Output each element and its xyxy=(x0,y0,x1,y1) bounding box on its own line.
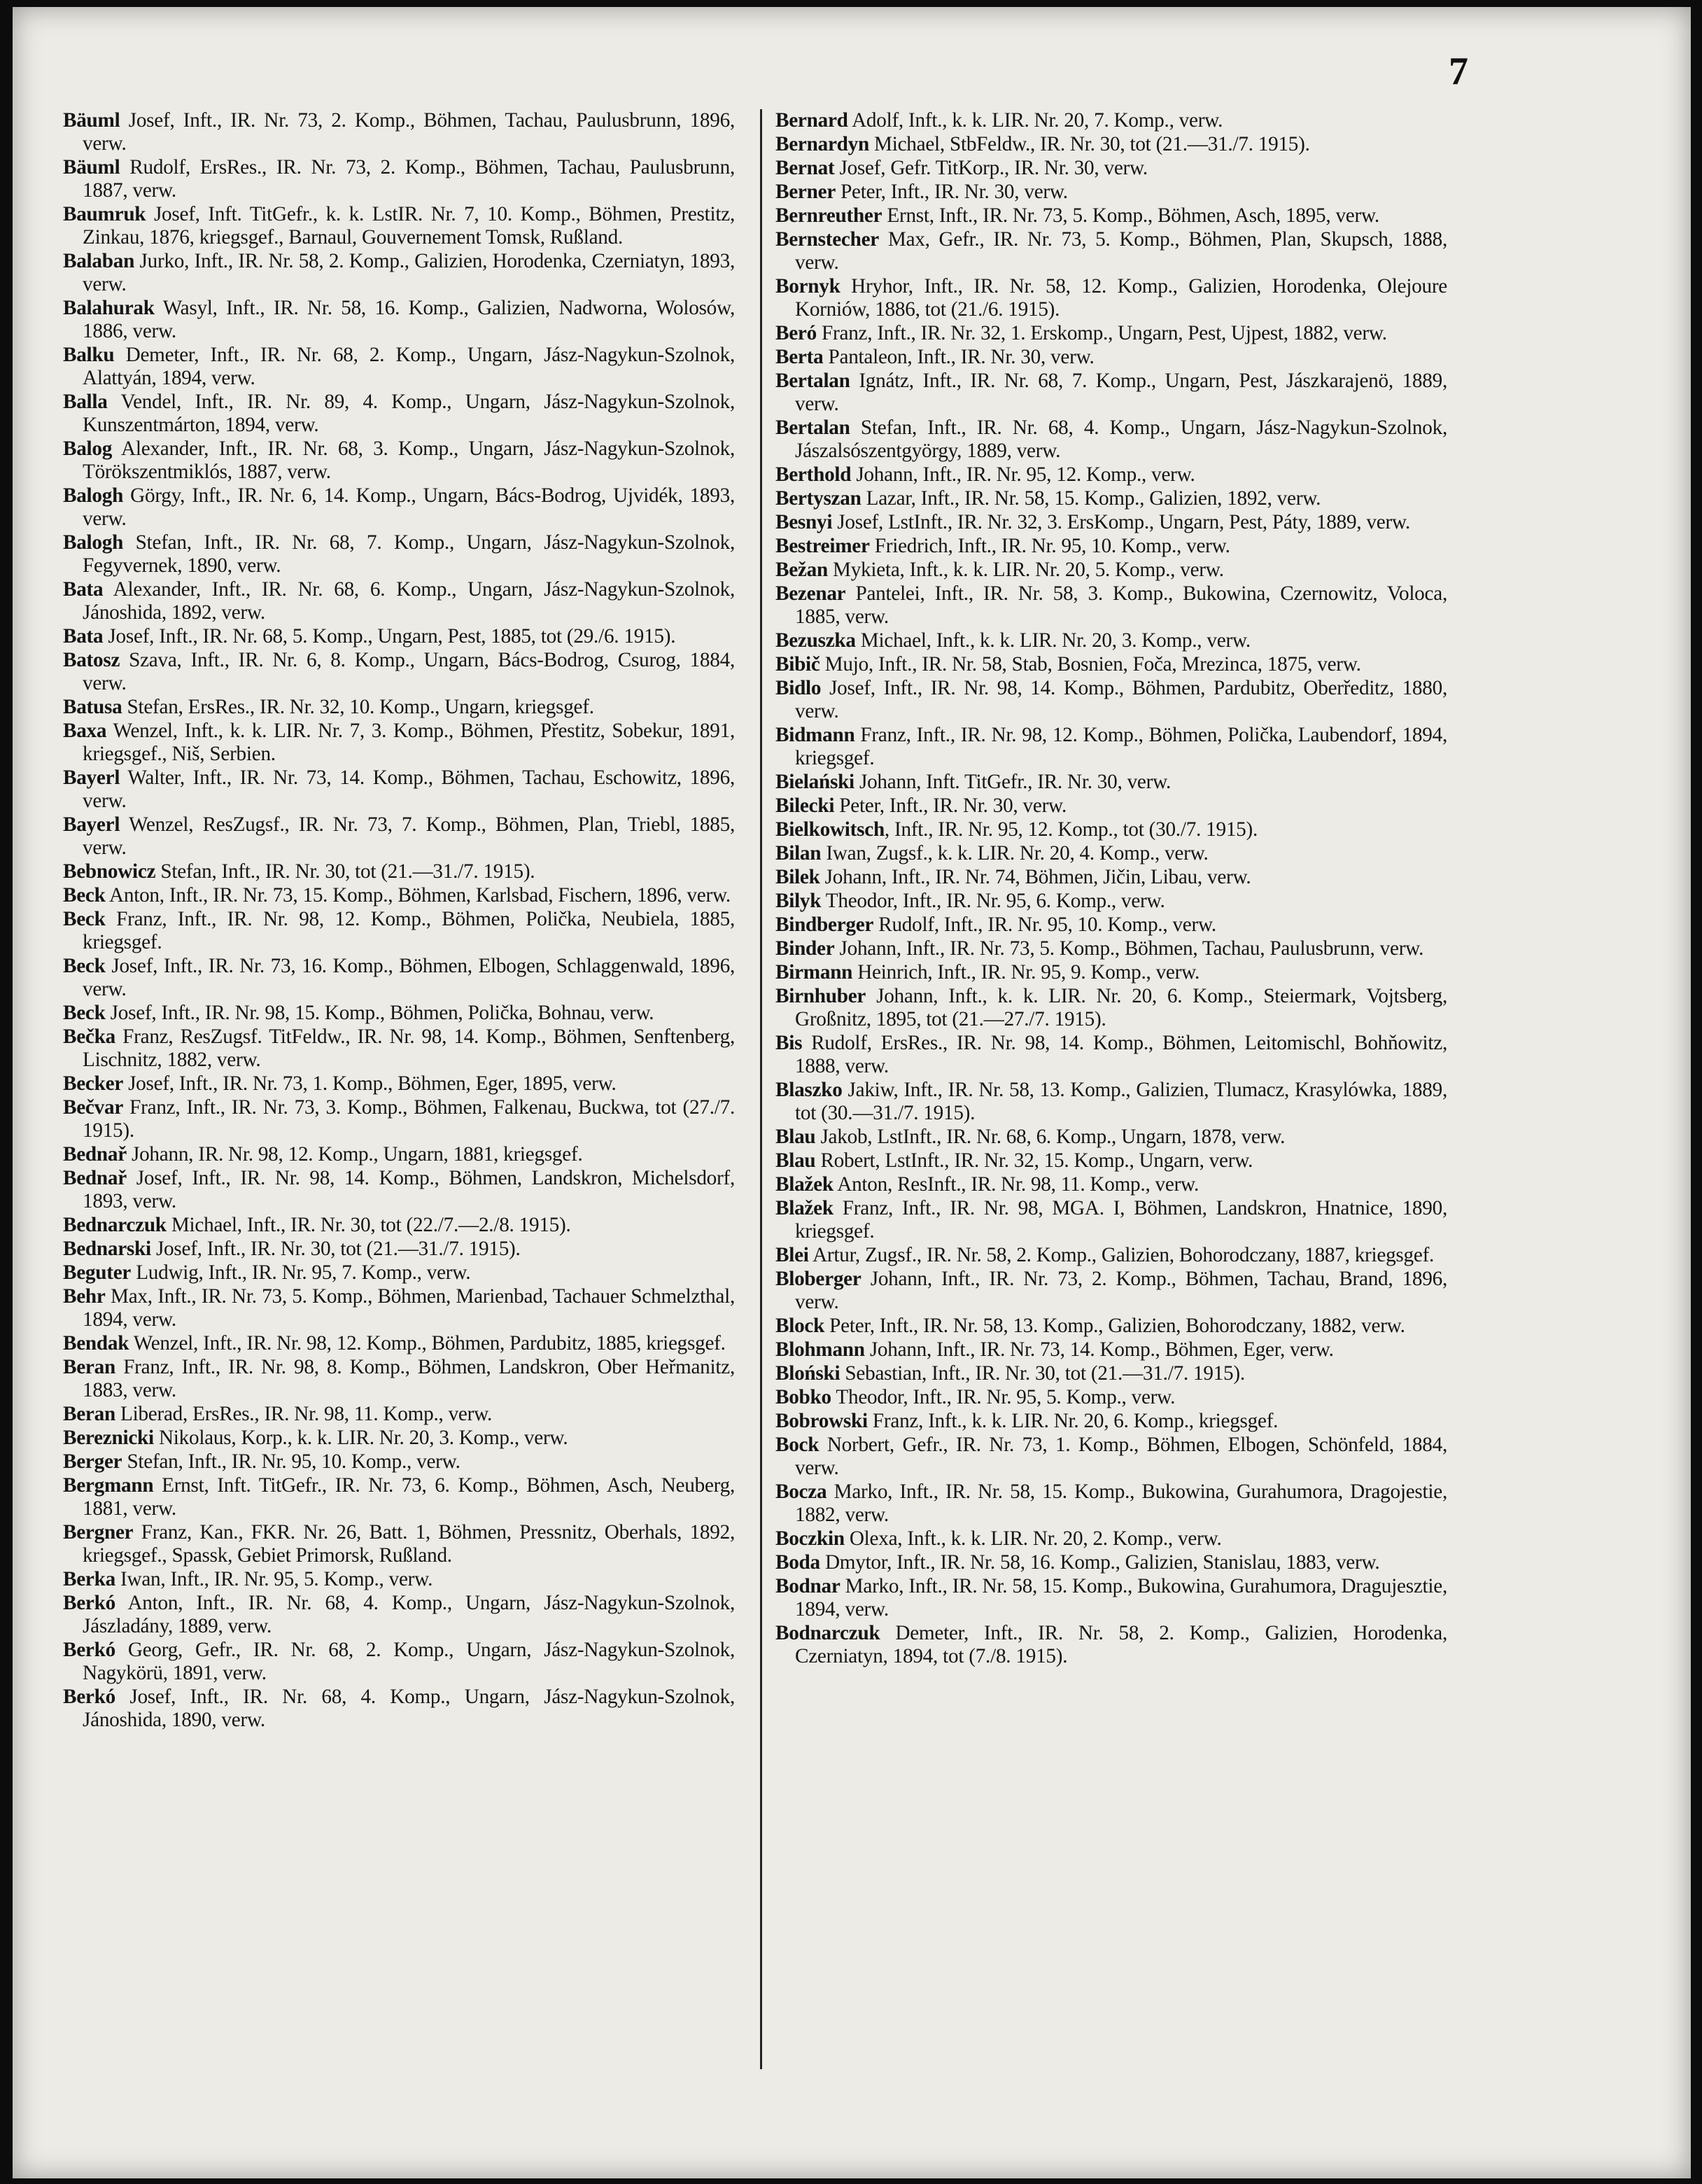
entry-details: , Inft., IR. Nr. 95, 12. Komp., tot (30./7. 1915). xyxy=(884,818,1258,841)
entry-details: Heinrich, Inft., IR. Nr. 95, 9. Komp., verw. xyxy=(852,961,1200,983)
entry-details: Stefan, Inft., IR. Nr. 30, tot (21.—31./7. 1915). xyxy=(155,860,535,883)
surname: Balog xyxy=(63,438,113,460)
entry-details: Iwan, Zugsf., k. k. LIR. Nr. 20, 4. Komp., verw. xyxy=(821,842,1209,864)
surname: Berka xyxy=(63,1568,115,1590)
list-item xyxy=(775,1315,1447,1338)
surname: Bobko xyxy=(775,1386,831,1408)
surname: Bendak xyxy=(63,1332,129,1354)
entry-details: Wenzel, Inft., k. k. LIR. Nr. 7, 3. Komp., Böhmen, Přestitz, Sobekur, 1891, kriegsgef., Niš, Serbien. xyxy=(83,720,735,765)
list-item xyxy=(63,1332,735,1355)
list-item xyxy=(63,250,735,296)
surname: Birnhuber xyxy=(775,985,866,1007)
list-item xyxy=(63,1427,735,1450)
surname: Berthold xyxy=(775,463,852,486)
surname: Bayerl xyxy=(63,766,120,789)
surname: Balaban xyxy=(63,250,135,272)
list-item xyxy=(63,766,735,813)
entry-details: Ernst, Inft., IR. Nr. 73, 5. Komp., Böhmen, Asch, 1895, verw. xyxy=(882,204,1379,227)
entry-details: Pantelei, Inft., IR. Nr. 58, 3. Komp., Bukowina, Czernowitz, Voloca, 1885, verw. xyxy=(795,582,1447,628)
entry-details: Johann, Inft., IR. Nr. 95, 12. Komp., verw. xyxy=(851,463,1195,486)
list-item xyxy=(775,866,1447,889)
list-item xyxy=(775,133,1447,156)
list-item xyxy=(775,1386,1447,1409)
list-item xyxy=(775,842,1447,865)
surname: Balogh xyxy=(63,484,124,507)
list-item xyxy=(775,653,1447,676)
surname: Bielkowitsch xyxy=(775,818,885,841)
list-item xyxy=(775,1079,1447,1125)
list-item xyxy=(775,794,1447,818)
list-item xyxy=(63,1026,735,1072)
surname: Berta xyxy=(775,346,824,368)
list-item xyxy=(63,391,735,437)
surname: Blohmann xyxy=(775,1338,865,1361)
entry-details: Franz, Inft., IR. Nr. 73, 3. Komp., Böhmen, Falkenau, Buckwa, tot (27./7. 1915). xyxy=(83,1096,735,1142)
entry-details: Jakob, LstInft., IR. Nr. 68, 6. Komp., Ungarn, 1878, verw. xyxy=(815,1126,1286,1148)
surname: Bergmann xyxy=(63,1474,154,1497)
list-item xyxy=(63,1261,735,1284)
entry-details: Hryhor, Inft., IR. Nr. 58, 12. Komp., Galizien, Horodenka, Olejoure Korniów, 1886, tot (21./6. 1915). xyxy=(795,275,1447,321)
list-item xyxy=(63,484,735,531)
entry-details: Alexander, Inft., IR. Nr. 68, 3. Komp., Ungarn, Jász-Nagykun-Szolnok, Törökszentmiklós, 1887, verw. xyxy=(83,438,735,483)
surname: Blau xyxy=(775,1149,816,1172)
entry-details: Marko, Inft., IR. Nr. 58, 15. Komp., Bukowina, Gurahumora, Dragujesztie, 1894, verw. xyxy=(795,1575,1447,1620)
entry-details: Jakiw, Inft., IR. Nr. 58, 13. Komp., Galizien, Tlumacz, Krasylówka, 1889, tot (30.—31./7. 1915). xyxy=(795,1079,1447,1124)
surname: Berkó xyxy=(63,1639,115,1661)
surname: Bednař xyxy=(63,1143,127,1166)
list-item xyxy=(63,908,735,954)
surname: Beró xyxy=(775,322,817,344)
list-item xyxy=(63,1143,735,1166)
entry-details: Liberad, ErsRes., IR. Nr. 98, 11. Komp., verw. xyxy=(115,1403,493,1425)
surname: Bilecki xyxy=(775,794,835,817)
list-item xyxy=(775,511,1447,534)
surname: Bednarski xyxy=(63,1238,151,1260)
list-item xyxy=(63,1238,735,1261)
surname: Bernstecher xyxy=(775,228,879,251)
list-item xyxy=(63,1214,735,1237)
entry-details: Artur, Zugsf., IR. Nr. 58, 2. Komp., Galizien, Bohorodczany, 1887, kriegsgef. xyxy=(808,1244,1435,1266)
list-item xyxy=(63,884,735,907)
surname: Bidmann xyxy=(775,724,855,746)
entry-details: Anton, Inft., IR. Nr. 68, 4. Komp., Ungarn, Jász-Nagykun-Szolnok, Jászladány, 1889, verw. xyxy=(83,1592,735,1637)
surname: Berger xyxy=(63,1450,122,1473)
surname: Berner xyxy=(775,181,836,203)
list-item xyxy=(775,1149,1447,1172)
entry-details: Josef, Inft., IR. Nr. 30, tot (21.—31./7. 1915). xyxy=(150,1238,521,1260)
list-item xyxy=(775,322,1447,345)
list-item xyxy=(63,531,735,578)
entry-details: Pantaleon, Inft., IR. Nr. 30, verw. xyxy=(823,346,1095,368)
entry-details: Friedrich, Inft., IR. Nr. 95, 10. Komp., verw. xyxy=(869,535,1230,557)
entry-details: Johann, Inft., IR. Nr. 73, 14. Komp., Böhmen, Eger, verw. xyxy=(864,1338,1334,1361)
surname: Bobrowski xyxy=(775,1410,868,1432)
list-item xyxy=(63,1285,735,1331)
surname: Bilan xyxy=(775,842,822,864)
entry-details: Theodor, Inft., IR. Nr. 95, 6. Komp., verw. xyxy=(821,890,1165,912)
list-item xyxy=(775,913,1447,937)
entry-details: Norbert, Gefr., IR. Nr. 73, 1. Komp., Böhmen, Elbogen, Schönfeld, 1884, verw. xyxy=(795,1434,1447,1479)
entry-details: Josef, Gefr. TitKorp., IR. Nr. 30, verw. xyxy=(834,157,1148,179)
list-item xyxy=(775,890,1447,913)
entry-details: Josef, Inft., IR. Nr. 73, 2. Komp., Böhmen, Tachau, Paulusbrunn, 1896, verw. xyxy=(83,109,735,155)
list-item xyxy=(63,1072,735,1096)
list-item xyxy=(63,1474,735,1520)
entry-details: Alexander, Inft., IR. Nr. 68, 6. Komp., Ungarn, Jász-Nagykun-Szolnok, Jánoshida, 1892, verw. xyxy=(83,578,735,624)
surname: Blaszko xyxy=(775,1079,843,1101)
surname: Blažek xyxy=(775,1197,834,1219)
surname: Bloński xyxy=(775,1362,841,1385)
list-item xyxy=(775,1032,1447,1078)
surname: Boczkin xyxy=(775,1527,845,1550)
entry-details: Josef, Inft. TitGefr., k. k. LstIR. Nr. 7, 10. Komp., Böhmen, Prestitz, Zinkau, 1876, kriegsgef., Barnaul, Gouvernement Tomsk, Rußland. xyxy=(83,203,735,248)
surname: Bodnar xyxy=(775,1575,841,1597)
surname: Beck xyxy=(63,955,106,977)
entry-details: Franz, Inft., IR. Nr. 98, 8. Komp., Böhmen, Landskron, Ober Heřmanitz, 1883, verw. xyxy=(83,1356,735,1401)
surname: Bäuml xyxy=(63,109,120,132)
surname: Baumruk xyxy=(63,203,146,225)
list-item xyxy=(775,559,1447,582)
surname: Beran xyxy=(63,1356,115,1378)
entry-details: Stefan, Inft., IR. Nr. 95, 10. Komp., verw. xyxy=(122,1450,460,1473)
list-item xyxy=(63,1568,735,1591)
list-item xyxy=(63,696,735,719)
list-item xyxy=(775,370,1447,416)
surname: Bloberger xyxy=(775,1268,861,1290)
entry-details: Josef, Inft., IR. Nr. 98, 14. Komp., Böhmen, Pardubitz, Oberředitz, 1880, verw. xyxy=(795,677,1447,722)
list-item xyxy=(775,677,1447,723)
entry-details: Peter, Inft., IR. Nr. 30, verw. xyxy=(834,794,1067,817)
scanned-page xyxy=(13,7,1691,2178)
surname: Bezuszka xyxy=(775,629,856,652)
list-item xyxy=(775,1551,1447,1574)
entry-details: Wenzel, ResZugsf., IR. Nr. 73, 7. Komp., Böhmen, Plan, Triebl, 1885, verw. xyxy=(83,813,735,859)
surname: Bocza xyxy=(775,1480,827,1503)
list-item xyxy=(775,724,1447,770)
list-item xyxy=(775,1197,1447,1243)
surname: Berkó xyxy=(63,1592,115,1614)
list-item xyxy=(63,1686,735,1732)
list-item xyxy=(775,1268,1447,1314)
list-item xyxy=(63,156,735,202)
entry-details: Marko, Inft., IR. Nr. 58, 15. Komp., Bukowina, Gurahumora, Dragojestie, 1882, verw. xyxy=(795,1480,1447,1526)
surname: Bata xyxy=(63,625,104,648)
list-item xyxy=(775,1527,1447,1550)
entry-details: Robert, LstInft., IR. Nr. 32, 15. Komp., Ungarn, verw. xyxy=(815,1149,1253,1172)
surname: Baxa xyxy=(63,720,107,742)
surname: Bindberger xyxy=(775,913,874,936)
surname: Bodnarczuk xyxy=(775,1622,880,1644)
entry-details: Anton, Inft., IR. Nr. 73, 15. Komp., Böhmen, Karlsbad, Fischern, 1896, verw. xyxy=(105,884,731,906)
list-item xyxy=(63,1592,735,1638)
surname: Bezenar xyxy=(775,582,846,605)
list-item xyxy=(775,818,1447,841)
surname: Bestreimer xyxy=(775,535,870,557)
surname: Bertalan xyxy=(775,416,850,439)
entry-details: Stefan, ErsRes., IR. Nr. 32, 10. Komp., Ungarn, kriegsgef. xyxy=(122,696,594,718)
list-item xyxy=(63,438,735,484)
entry-details: Ignátz, Inft., IR. Nr. 68, 7. Komp., Ungarn, Pest, Jászkarajenö, 1889, verw. xyxy=(795,370,1447,415)
list-item xyxy=(63,625,735,648)
list-item xyxy=(63,1450,735,1474)
surname: Bečvar xyxy=(63,1096,124,1119)
entry-details: Franz, Inft., IR. Nr. 98, 12. Komp., Böhmen, Polička, Laubendorf, 1894, kriegsgef. xyxy=(795,724,1447,769)
surname: Bilyk xyxy=(775,890,822,912)
entry-details: Franz, ResZugsf. TitFeldw., IR. Nr. 98, 14. Komp., Böhmen, Senftenberg, Lischnitz, 1882, verw. xyxy=(83,1026,735,1071)
list-item xyxy=(63,1639,735,1685)
entry-details: Johann, Inft., k. k. LIR. Nr. 20, 6. Komp., Steiermark, Vojtsberg, Großnitz, 1895, tot (21.—27./7. 1915). xyxy=(795,985,1447,1030)
list-item xyxy=(775,1480,1447,1527)
entry-details: Mykieta, Inft., k. k. LIR. Nr. 20, 5. Komp., verw. xyxy=(827,559,1224,581)
list-item xyxy=(63,720,735,766)
list-item xyxy=(63,1521,735,1567)
entry-details: Walter, Inft., IR. Nr. 73, 14. Komp., Böhmen, Tachau, Eschowitz, 1896, verw. xyxy=(83,766,735,812)
entry-details: Iwan, Inft., IR. Nr. 95, 5. Komp., verw. xyxy=(115,1568,433,1590)
surname: Bock xyxy=(775,1434,820,1456)
list-item xyxy=(775,771,1447,794)
entry-details: Johann, Inft. TitGefr., IR. Nr. 30, verw. xyxy=(854,771,1172,793)
entry-details: Franz, Inft., k. k. LIR. Nr. 20, 6. Komp., kriegsgef. xyxy=(867,1410,1279,1432)
entry-details: Anton, ResInft., IR. Nr. 98, 11. Komp., verw. xyxy=(833,1173,1200,1196)
entry-details: Franz, Kan., FKR. Nr. 26, Batt. 1, Böhmen, Pressnitz, Oberhals, 1892, kriegsgef., Spassk, Gebiet Primorsk, Rußland. xyxy=(83,1521,735,1567)
list-item xyxy=(775,1244,1447,1267)
surname: Blažek xyxy=(775,1173,834,1196)
entry-details: Josef, Inft., IR. Nr. 68, 4. Komp., Ungarn, Jász-Nagykun-Szolnok, Jánoshida, 1890, verw. xyxy=(83,1686,735,1731)
surname: Beran xyxy=(63,1403,115,1425)
entry-details: Josef, Inft., IR. Nr. 68, 5. Komp., Ungarn, Pest, 1885, tot (29./6. 1915). xyxy=(103,625,676,648)
list-item xyxy=(63,297,735,343)
entry-details: Lazar, Inft., IR. Nr. 58, 15. Komp., Galizien, 1892, verw. xyxy=(861,487,1321,510)
entry-details: Nikolaus, Korp., k. k. LIR. Nr. 20, 3. Komp., verw. xyxy=(153,1427,568,1449)
left-column xyxy=(63,109,735,2139)
list-item xyxy=(775,487,1447,510)
entry-details: Johann, Inft., IR. Nr. 73, 5. Komp., Böhmen, Tachau, Paulusbrunn, verw. xyxy=(834,937,1424,960)
entry-details: Max, Inft., IR. Nr. 73, 5. Komp., Böhmen, Marienbad, Tachauer Schmelzthal, 1894, verw. xyxy=(83,1285,735,1331)
list-item xyxy=(775,1575,1447,1621)
surname: Bertyszan xyxy=(775,487,861,510)
surname: Block xyxy=(775,1315,825,1337)
list-item xyxy=(775,416,1447,463)
entry-details: Wasyl, Inft., IR. Nr. 58, 16. Komp., Galizien, Nadworna, Wolosów, 1886, verw. xyxy=(83,297,735,342)
surname: Bornyk xyxy=(775,275,841,298)
list-item xyxy=(63,1403,735,1426)
entry-details: Georg, Gefr., IR. Nr. 68, 2. Komp., Ungarn, Jász-Nagykun-Szolnok, Nagykörü, 1891, verw. xyxy=(83,1639,735,1684)
entry-details: Jurko, Inft., IR. Nr. 58, 2. Komp., Galizien, Horodenka, Czerniatyn, 1893, verw. xyxy=(83,250,735,295)
entry-details: Ernst, Inft. TitGefr., IR. Nr. 73, 6. Komp., Böhmen, Asch, Neuberg, 1881, verw. xyxy=(83,1474,735,1520)
list-item xyxy=(775,1173,1447,1196)
list-item xyxy=(775,275,1447,321)
page-number: 7 xyxy=(1449,50,1468,93)
entry-details: Michael, Inft., IR. Nr. 30, tot (22./7.—2./8. 1915). xyxy=(166,1214,571,1236)
surname: Beguter xyxy=(63,1261,132,1284)
entry-details: Johann, Inft., IR. Nr. 73, 2. Komp., Böhmen, Tachau, Brand, 1896, verw. xyxy=(795,1268,1447,1313)
list-item xyxy=(775,1338,1447,1362)
list-item xyxy=(775,985,1447,1031)
list-item xyxy=(775,535,1447,558)
list-item xyxy=(63,813,735,860)
list-item xyxy=(63,578,735,624)
surname: Blau xyxy=(775,1126,816,1148)
surname: Bielański xyxy=(775,771,854,793)
list-item xyxy=(775,1622,1447,1668)
entry-details: Theodor, Inft., IR. Nr. 95, 5. Komp., verw. xyxy=(831,1386,1176,1408)
surname: Binder xyxy=(775,937,835,960)
surname: Bednarczuk xyxy=(63,1214,167,1236)
surname: Bibič xyxy=(775,653,820,676)
surname: Boda xyxy=(775,1551,820,1574)
entry-details: Wenzel, Inft., IR. Nr. 98, 12. Komp., Böhmen, Pardubitz, 1885, kriegsgef. xyxy=(129,1332,726,1354)
entry-details: Stefan, Inft., IR. Nr. 68, 7. Komp., Ungarn, Jász-Nagykun-Szolnok, Fegyvernek, 1890, verw. xyxy=(83,531,735,577)
surname: Bernard xyxy=(775,109,848,132)
list-item xyxy=(63,109,735,155)
surname: Berkó xyxy=(63,1686,115,1708)
entry-details: Olexa, Inft., k. k. LIR. Nr. 20, 2. Komp., verw. xyxy=(844,1527,1222,1550)
entry-details: Ludwig, Inft., IR. Nr. 95, 7. Komp., verw. xyxy=(131,1261,471,1284)
surname: Bergner xyxy=(63,1521,134,1544)
surname: Bertalan xyxy=(775,370,850,392)
list-item xyxy=(775,1410,1447,1433)
list-item xyxy=(775,629,1447,652)
surname: Birmann xyxy=(775,961,853,983)
surname: Bebnowicz xyxy=(63,860,156,883)
surname: Bereznicki xyxy=(63,1427,154,1449)
surname: Bernardyn xyxy=(775,133,869,155)
entry-details: Demeter, Inft., IR. Nr. 58, 2. Komp., Galizien, Horodenka, Czerniatyn, 1894, tot (7./8. 1915). xyxy=(795,1622,1447,1667)
entry-details: Johann, IR. Nr. 98, 12. Komp., Ungarn, 1881, kriegsgef. xyxy=(126,1143,583,1166)
list-item xyxy=(63,1002,735,1025)
list-item xyxy=(775,1362,1447,1385)
entry-details: Franz, Inft., IR. Nr. 32, 1. Erskomp., Ungarn, Pest, Ujpest, 1882, verw. xyxy=(816,322,1387,344)
entry-details: Görgy, Inft., IR. Nr. 6, 14. Komp., Ungarn, Bács-Bodrog, Ujvidék, 1893, verw. xyxy=(83,484,735,530)
entry-details: Stefan, Inft., IR. Nr. 68, 4. Komp., Ungarn, Jász-Nagykun-Szolnok, Jászalsószentgyörgy, 1889, verw. xyxy=(795,416,1447,462)
list-item xyxy=(775,1126,1447,1149)
surname: Bayerl xyxy=(63,813,120,836)
entry-details: Mujo, Inft., IR. Nr. 58, Stab, Bosnien, Foča, Mrezinca, 1875, verw. xyxy=(820,653,1361,676)
entry-details: Johann, Inft., IR. Nr. 74, Böhmen, Jičin, Libau, verw. xyxy=(820,866,1251,888)
list-item xyxy=(63,203,735,249)
surname: Bidlo xyxy=(775,677,822,699)
entry-details: Szava, Inft., IR. Nr. 6, 8. Komp., Ungarn, Bács-Bodrog, Csurog, 1884, verw. xyxy=(83,649,735,694)
surname: Bežan xyxy=(775,559,828,581)
entry-details: Dmytor, Inft., IR. Nr. 58, 16. Komp., Galizien, Stanislau, 1883, verw. xyxy=(820,1551,1380,1574)
column-divider xyxy=(760,109,762,2069)
surname: Beck xyxy=(63,1002,106,1024)
surname: Bilek xyxy=(775,866,820,888)
list-item xyxy=(63,860,735,883)
list-item xyxy=(63,1167,735,1213)
surname: Beck xyxy=(63,908,106,930)
surname: Balku xyxy=(63,344,115,366)
entry-details: Rudolf, Inft., IR. Nr. 95, 10. Komp., verw. xyxy=(873,913,1216,936)
list-item xyxy=(63,649,735,695)
entry-details: Vendel, Inft., IR. Nr. 89, 4. Komp., Ungarn, Jász-Nagykun-Szolnok, Kunszentmárton, 1894, verw. xyxy=(83,391,735,436)
entry-details: Peter, Inft., IR. Nr. 58, 13. Komp., Galizien, Bohorodczany, 1882, verw. xyxy=(824,1315,1405,1337)
surname: Besnyi xyxy=(775,511,833,533)
entry-details: Michael, StbFeldw., IR. Nr. 30, tot (21.—31./7. 1915). xyxy=(868,133,1310,155)
entry-details: Sebastian, Inft., IR. Nr. 30, tot (21.—31./7. 1915). xyxy=(840,1362,1245,1385)
surname: Balahurak xyxy=(63,297,155,319)
surname: Bäuml xyxy=(63,156,120,178)
list-item xyxy=(775,1434,1447,1480)
list-item xyxy=(775,109,1447,132)
entry-details: Michael, Inft., k. k. LIR. Nr. 20, 3. Komp., verw. xyxy=(855,629,1251,652)
entry-details: Max, Gefr., IR. Nr. 73, 5. Komp., Böhmen, Plan, Skupsch, 1888, verw. xyxy=(795,228,1447,274)
entry-details: Franz, Inft., IR. Nr. 98, MGA. I, Böhmen, Landskron, Hnatnice, 1890, kriegsgef. xyxy=(795,1197,1447,1242)
list-item xyxy=(63,955,735,1001)
entry-details: Adolf, Inft., k. k. LIR. Nr. 20, 7. Komp., verw. xyxy=(848,109,1223,132)
list-item xyxy=(775,937,1447,960)
list-item xyxy=(775,582,1447,629)
surname: Balogh xyxy=(63,531,124,554)
entry-details: Josef, Inft., IR. Nr. 98, 14. Komp., Böhmen, Landskron, Michelsdorf, 1893, verw. xyxy=(83,1167,735,1212)
surname: Bernat xyxy=(775,157,835,179)
surname: Becker xyxy=(63,1072,124,1095)
list-item xyxy=(775,204,1447,227)
surname: Batosz xyxy=(63,649,120,671)
entry-details: Franz, Inft., IR. Nr. 98, 12. Komp., Böhmen, Polička, Neubiela, 1885, kriegsgef. xyxy=(83,908,735,953)
surname: Balla xyxy=(63,391,108,413)
list-item xyxy=(775,961,1447,984)
list-item xyxy=(63,1096,735,1142)
list-item xyxy=(63,344,735,390)
list-item xyxy=(775,181,1447,204)
surname: Behr xyxy=(63,1285,106,1308)
surname: Bernreuther xyxy=(775,204,882,227)
entry-details: Josef, Inft., IR. Nr. 73, 1. Komp., Böhmen, Eger, 1895, verw. xyxy=(123,1072,617,1095)
surname: Bednař xyxy=(63,1167,127,1189)
surname: Bis xyxy=(775,1032,803,1054)
list-item xyxy=(63,1356,735,1402)
entry-details: Josef, LstInft., IR. Nr. 32, 3. ErsKomp., Ungarn, Pest, Páty, 1889, verw. xyxy=(832,511,1410,533)
list-item xyxy=(775,157,1447,180)
surname: Bečka xyxy=(63,1026,115,1048)
entry-details: Josef, Inft., IR. Nr. 73, 16. Komp., Böhmen, Elbogen, Schlaggenwald, 1896, verw. xyxy=(83,955,735,1000)
surname: Blei xyxy=(775,1244,809,1266)
list-item xyxy=(775,346,1447,369)
list-item xyxy=(775,463,1447,486)
entry-details: Rudolf, ErsRes., IR. Nr. 98, 14. Komp., Böhmen, Leitomischl, Bohňowitz, 1888, verw. xyxy=(795,1032,1447,1077)
entry-details: Demeter, Inft., IR. Nr. 68, 2. Komp., Ungarn, Jász-Nagykun-Szolnok, Alattyán, 1894, verw. xyxy=(83,344,735,389)
entry-details: Peter, Inft., IR. Nr. 30, verw. xyxy=(836,181,1068,203)
entry-details: Josef, Inft., IR. Nr. 98, 15. Komp., Böhmen, Polička, Bohnau, verw. xyxy=(105,1002,654,1024)
right-column xyxy=(775,109,1447,2139)
surname: Bata xyxy=(63,578,104,601)
list-item xyxy=(775,228,1447,274)
entry-details: Rudolf, ErsRes., IR. Nr. 73, 2. Komp., Böhmen, Tachau, Paulusbrunn, 1887, verw. xyxy=(83,156,735,202)
surname: Batusa xyxy=(63,696,122,718)
surname: Beck xyxy=(63,884,106,906)
